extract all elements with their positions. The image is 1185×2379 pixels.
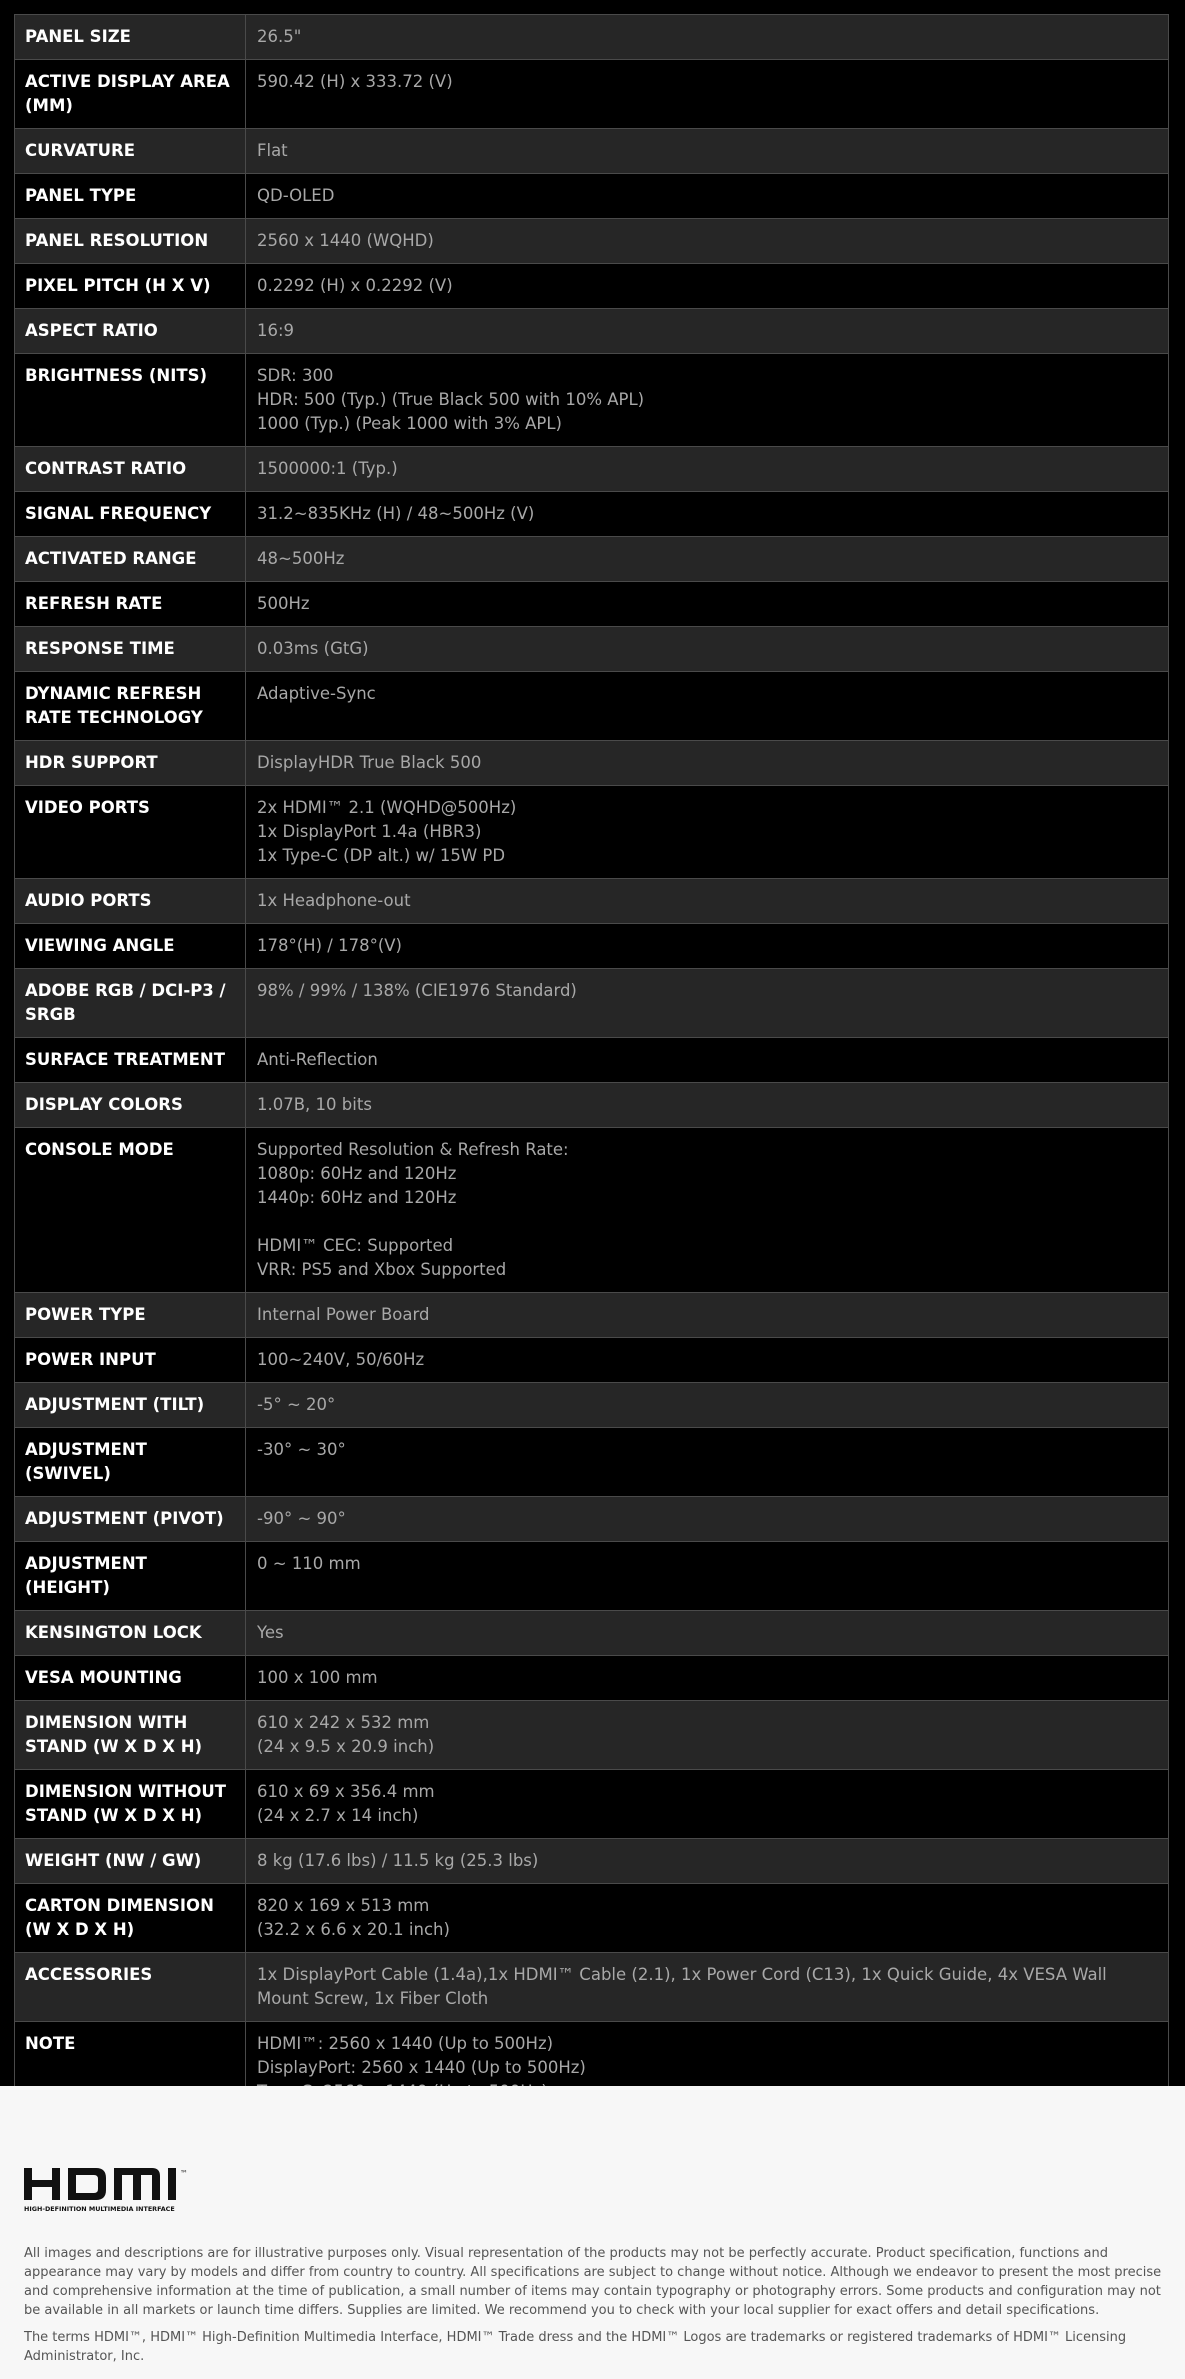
spec-value-line: (24 x 2.7 x 14 inch) [257, 1806, 419, 1825]
spec-label: ADJUSTMENT (TILT) [15, 1383, 246, 1428]
spec-label: RESPONSE TIME [15, 627, 246, 672]
spec-value [246, 1293, 1169, 1338]
spec-value-line: 1x DisplayPort Cable (1.4a),1x HDMI™ Cable (2.1), 1x Power Cord (C13), 1x Quick Guide, 4x VESA Wall Mount Screw, 1x Fiber Cloth [257, 1965, 1113, 2008]
spec-value-line: 0.2292 (H) x 0.2292 (V) [257, 276, 453, 295]
spec-value [246, 1701, 1169, 1770]
logo-tm: ™ [180, 2169, 188, 2178]
spec-value [246, 1497, 1169, 1542]
spec-row [15, 879, 1169, 924]
spec-row [15, 1383, 1169, 1428]
spec-label: KENSINGTON LOCK [15, 1611, 246, 1656]
spec-row [15, 1884, 1169, 1953]
spec-value [246, 1038, 1169, 1083]
spec-label: PANEL TYPE [15, 174, 246, 219]
spec-label: CONTRAST RATIO [15, 447, 246, 492]
spec-value-line: 100 x 100 mm [257, 1668, 378, 1687]
spec-table [14, 14, 1169, 2184]
spec-label: NOTE [15, 2022, 246, 2139]
spec-value-line: 1500000:1 (Typ.) [257, 459, 398, 478]
spec-label: VIEWING ANGLE [15, 924, 246, 969]
spec-row [15, 1083, 1169, 1128]
trademark-text: The terms HDMI™, HDMI™ High-Definition Multimedia Interface, HDMI™ Trade dress and the HDMI™ Logos are trademarks or registered trademarks of HDMI™ Licensing Administrator, Inc. [24, 2330, 1127, 2364]
spec-value-line: 2x HDMI™ 2.1 (WQHD@500Hz) [257, 798, 517, 817]
spec-label: DIMENSION WITH STAND (W X D X H) [15, 1701, 246, 1770]
spec-value [246, 537, 1169, 582]
spec-value-line: Yes [257, 1623, 284, 1642]
spec-value [246, 1542, 1169, 1611]
spec-value [246, 354, 1169, 447]
spec-row [15, 1293, 1169, 1338]
spec-value-line: 178°(H) / 178°(V) [257, 936, 402, 955]
spec-row [15, 264, 1169, 309]
spec-value [246, 60, 1169, 129]
spec-value-line: 610 x 242 x 532 mm [257, 1713, 430, 1732]
spec-value [246, 129, 1169, 174]
spec-value [246, 492, 1169, 537]
spec-value-line [257, 1210, 1158, 1234]
spec-label: ASPECT RATIO [15, 309, 246, 354]
spec-row [15, 1770, 1169, 1839]
spec-value-line: 1080p: 60Hz and 120Hz [257, 1164, 457, 1183]
spec-label: HDR SUPPORT [15, 741, 246, 786]
spec-label: AUDIO PORTS [15, 879, 246, 924]
spec-value-line: -30° ~ 30° [257, 1440, 346, 1459]
spec-value [246, 1953, 1169, 2022]
spec-value [246, 1128, 1169, 1293]
spec-row [15, 1656, 1169, 1701]
spec-value-line: 820 x 169 x 513 mm [257, 1896, 430, 1915]
spec-value [246, 174, 1169, 219]
spec-value [246, 1383, 1169, 1428]
spec-row [15, 1497, 1169, 1542]
spec-value-line: HDMI™: 2560 x 1440 (Up to 500Hz) [257, 2034, 554, 2053]
spec-row [15, 1338, 1169, 1383]
spec-label: VESA MOUNTING [15, 1656, 246, 1701]
spec-value-line: 1.07B, 10 bits [257, 1095, 372, 1114]
spec-row [15, 672, 1169, 741]
spec-value-line: 500Hz [257, 594, 310, 613]
spec-value-line: Flat [257, 141, 288, 160]
spec-label: REFRESH RATE [15, 582, 246, 627]
spec-value [246, 309, 1169, 354]
spec-label: SURFACE TREATMENT [15, 1038, 246, 1083]
spec-label: ADJUSTMENT (SWIVEL) [15, 1428, 246, 1497]
spec-value-line: (32.2 x 6.6 x 20.1 inch) [257, 1920, 450, 1939]
spec-label: PANEL SIZE [15, 15, 246, 60]
spec-value [246, 741, 1169, 786]
spec-row [15, 492, 1169, 537]
spec-value [246, 1338, 1169, 1383]
spec-value [246, 879, 1169, 924]
spec-value-line: 0.03ms (GtG) [257, 639, 369, 658]
spec-label: ACTIVATED RANGE [15, 537, 246, 582]
spec-value [246, 447, 1169, 492]
spec-row [15, 1038, 1169, 1083]
spec-value [246, 15, 1169, 60]
spec-label: CURVATURE [15, 129, 246, 174]
spec-value [246, 1839, 1169, 1884]
spec-row [15, 627, 1169, 672]
spec-label: DIMENSION WITHOUT STAND (W X D X H) [15, 1770, 246, 1839]
spec-label: ACTIVE DISPLAY AREA (MM) [15, 60, 246, 129]
spec-value-line: 0 ~ 110 mm [257, 1554, 361, 1573]
spec-value [246, 924, 1169, 969]
spec-value-line: 26.5" [257, 27, 302, 46]
spec-value-line: 1x Type-C (DP alt.) w/ 15W PD [257, 846, 506, 865]
disclaimer-text: All images and descriptions are for illustrative purposes only. Visual representation of the products may not be perfectly accurate. Product specification, functions and appearance may vary by models and differ from country to country. All specifications are subject to change without notice. Although we endeavor to present the most precise and comprehensive information at the time of publication, a small number of items may contain typography or photography errors. Some products and configuration may not be available in all markets or launch time differs. Supplies are limited. We recommend you to check with your local supplier for exact offers and detail specifications. [24, 2246, 1162, 2318]
footer [0, 2086, 1185, 2379]
spec-value-line: 1x DisplayPort 1.4a (HBR3) [257, 822, 482, 841]
spec-value-line: Adaptive-Sync [257, 684, 376, 703]
spec-value-line: -90° ~ 90° [257, 1509, 346, 1528]
spec-row [15, 582, 1169, 627]
spec-value-line: DisplayHDR True Black 500 [257, 753, 482, 772]
spec-value-line: 16:9 [257, 321, 295, 340]
spec-label: WEIGHT (NW / GW) [15, 1839, 246, 1884]
spec-value-line: 1440p: 60Hz and 120Hz [257, 1188, 457, 1207]
spec-value [246, 1770, 1169, 1839]
logo-tagline: HIGH-DEFINITION MULTIMEDIA INTERFACE [24, 2205, 175, 2213]
spec-value-line: -5° ~ 20° [257, 1395, 336, 1414]
spec-row [15, 1428, 1169, 1497]
spec-value-line: Internal Power Board [257, 1305, 430, 1324]
spec-value [246, 1428, 1169, 1497]
spec-value-line: 590.42 (H) x 333.72 (V) [257, 72, 453, 91]
spec-row [15, 219, 1169, 264]
spec-value-line: 98% / 99% / 138% (CIE1976 Standard) [257, 981, 577, 1000]
spec-label: ACCESSORIES [15, 1953, 246, 2022]
spec-value-line: 2560 x 1440 (WQHD) [257, 231, 434, 250]
spec-value-line: DisplayPort: 2560 x 1440 (Up to 500Hz) [257, 2058, 586, 2077]
spec-row [15, 60, 1169, 129]
spec-row [15, 174, 1169, 219]
spec-row [15, 1611, 1169, 1656]
spec-value-line: 1x Headphone-out [257, 891, 411, 910]
spec-value [246, 786, 1169, 879]
spec-label: CONSOLE MODE [15, 1128, 246, 1293]
spec-row [15, 924, 1169, 969]
spec-row [15, 354, 1169, 447]
spec-label: PIXEL PITCH (H X V) [15, 264, 246, 309]
spec-value [246, 1656, 1169, 1701]
spec-label: VIDEO PORTS [15, 786, 246, 879]
spec-label: ADJUSTMENT (HEIGHT) [15, 1542, 246, 1611]
spec-value-line: 8 kg (17.6 lbs) / 11.5 kg (25.3 lbs) [257, 1851, 539, 1870]
disclaimer [24, 2244, 1164, 2374]
spec-value [246, 1083, 1169, 1128]
spec-row [15, 309, 1169, 354]
spec-label: BRIGHTNESS (NITS) [15, 354, 246, 447]
spec-label: POWER TYPE [15, 1293, 246, 1338]
spec-value-line: 1000 (Typ.) (Peak 1000 with 3% APL) [257, 414, 562, 433]
spec-value [246, 582, 1169, 627]
spec-label: DYNAMIC REFRESH RATE TECHNOLOGY [15, 672, 246, 741]
spec-value [246, 672, 1169, 741]
spec-value-line: 610 x 69 x 356.4 mm [257, 1782, 435, 1801]
spec-label: POWER INPUT [15, 1338, 246, 1383]
spec-label: CARTON DIMENSION (W X D X H) [15, 1884, 246, 1953]
spec-row [15, 741, 1169, 786]
spec-label: ADOBE RGB / DCI-P3 / SRGB [15, 969, 246, 1038]
spec-label: ADJUSTMENT (PIVOT) [15, 1497, 246, 1542]
spec-value-line: HDR: 500 (Typ.) (True Black 500 with 10% APL) [257, 390, 645, 409]
spec-row [15, 1953, 1169, 2022]
spec-value [246, 1611, 1169, 1656]
spec-value-line: 100~240V, 50/60Hz [257, 1350, 425, 1369]
spec-value-line: VRR: PS5 and Xbox Supported [257, 1260, 507, 1279]
spec-row [15, 537, 1169, 582]
spec-value-line: Supported Resolution & Refresh Rate: [257, 1140, 569, 1159]
spec-value [246, 264, 1169, 309]
spec-value-line: 31.2~835KHz (H) / 48~500Hz (V) [257, 504, 535, 523]
spec-value [246, 1884, 1169, 1953]
spec-value [246, 219, 1169, 264]
spec-label: DISPLAY COLORS [15, 1083, 246, 1128]
spec-value-line: QD-OLED [257, 186, 335, 205]
spec-row [15, 129, 1169, 174]
spec-value-line: 48~500Hz [257, 549, 345, 568]
spec-row [15, 1128, 1169, 1293]
spec-value-line: HDMI™ CEC: Supported [257, 1236, 454, 1255]
hdmi-logo [24, 2166, 224, 2226]
spec-value [246, 969, 1169, 1038]
spec-label: SIGNAL FREQUENCY [15, 492, 246, 537]
spec-row [15, 1701, 1169, 1770]
spec-row [15, 786, 1169, 879]
spec-label: PANEL RESOLUTION [15, 219, 246, 264]
spec-value-line: SDR: 300 [257, 366, 334, 385]
spec-value-line: Anti-Reflection [257, 1050, 378, 1069]
spec-row [15, 15, 1169, 60]
spec-value-line: (24 x 9.5 x 20.9 inch) [257, 1737, 435, 1756]
spec-row [15, 447, 1169, 492]
spec-row [15, 1839, 1169, 1884]
spec-value [246, 627, 1169, 672]
spec-row [15, 969, 1169, 1038]
spec-row [15, 1542, 1169, 1611]
